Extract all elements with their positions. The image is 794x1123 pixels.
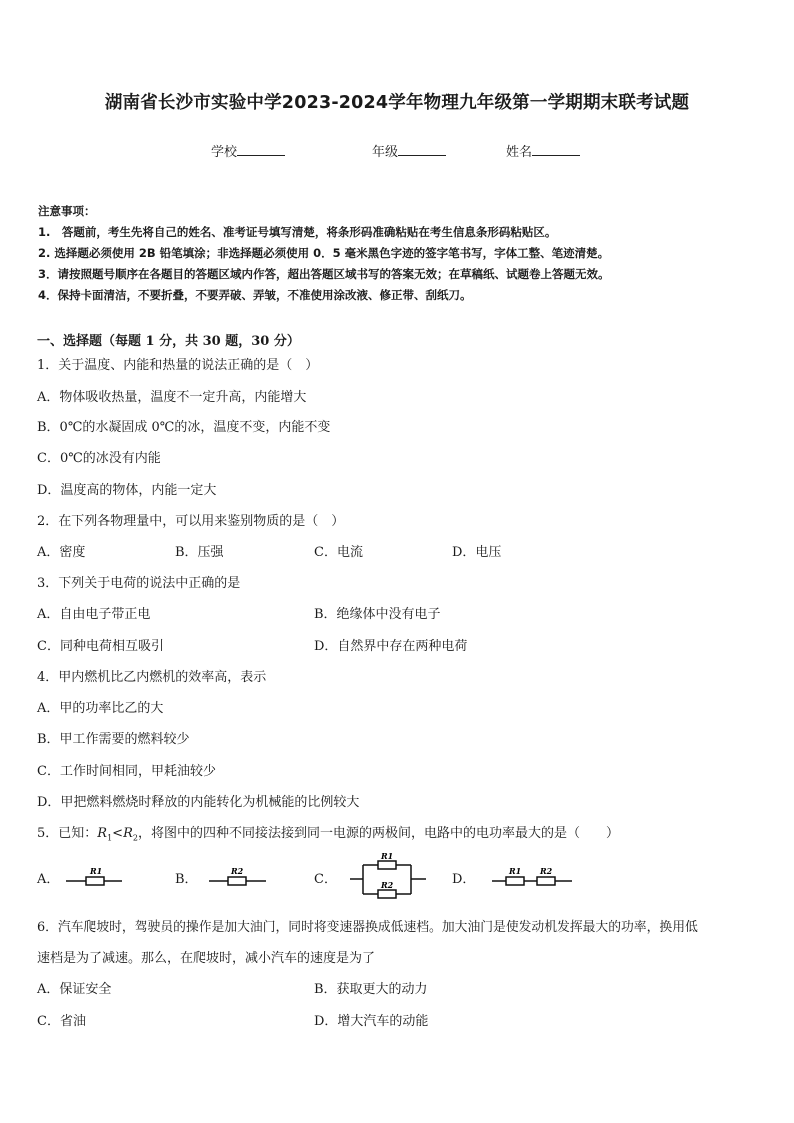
r2-symbol: R	[123, 826, 133, 841]
q3-option-b: B．绝缘体中没有电子	[314, 607, 441, 622]
q6-option-a: A．保证安全	[37, 982, 112, 997]
notice-heading: 注意事项：	[38, 204, 96, 218]
less-than-sign: <	[112, 826, 124, 841]
q1-option-b: B．0℃的水凝固成 0℃的冰，温度不变，内能不变	[37, 420, 331, 435]
q5-option-d: D．	[452, 872, 476, 887]
notice-item: 1. 答题前，考生先将自己的姓名、准考证号填写清楚，将条形码准确粘贴在考生信息条形码粘贴区。	[38, 225, 557, 239]
q1-option-c: C．0℃的冰没有内能	[37, 451, 161, 466]
question-3-stem: 3．下列关于电荷的说法中正确的是	[37, 576, 241, 591]
grade-label: 年级	[372, 145, 399, 160]
q4-option-d: D．甲把燃料燃烧时释放的内能转化为机械能的比例较大	[37, 795, 360, 810]
name-field	[506, 141, 580, 160]
question-2-stem: 2．在下列各物理量中，可以用来鉴别物质的是（ ）	[37, 514, 345, 529]
circuit-c-r1-label: R1	[381, 851, 394, 861]
circuit-d-r2-label: R2	[540, 866, 553, 876]
question-4-stem: 4．甲内燃机比乙内燃机的效率高，表示	[37, 670, 267, 685]
circuit-d-r1-label: R1	[509, 866, 522, 876]
school-blank	[237, 143, 285, 156]
q1-option-a: A．物体吸收热量，温度不一定升高，内能增大	[37, 390, 307, 405]
circuit-a-diagram	[64, 862, 126, 888]
q6-option-c: C．省油	[37, 1014, 86, 1029]
q6-option-b: B．获取更大的动力	[314, 982, 428, 997]
circuit-c-parallel-diagram	[348, 852, 430, 902]
school-field	[211, 141, 285, 160]
q2-option-c: C．电流	[314, 545, 363, 560]
name-label: 姓名	[506, 145, 533, 160]
circuit-b-r2-label: R2	[231, 866, 244, 876]
exam-title: 湖南省长沙市实验中学2023-2024学年物理九年级第一学期期末联考试题	[104, 93, 690, 113]
q5-stem-prefix: 5．已知：	[37, 826, 98, 841]
school-label: 学校	[211, 145, 238, 160]
notice-item: 4．保持卡面清洁，不要折叠，不要弄破、弄皱，不准使用涂改液、修正带、刮纸刀。	[38, 288, 472, 302]
q2-option-b: B．压强	[175, 545, 224, 560]
question-5-stem	[37, 822, 619, 843]
grade-blank	[398, 143, 446, 156]
q5-option-a: A．	[37, 872, 60, 887]
q2-option-d: D．电压	[452, 545, 502, 560]
q6-option-d: D．增大汽车的动能	[314, 1014, 429, 1029]
circuit-b-diagram	[207, 862, 269, 888]
q3-option-a: A．自由电子带正电	[37, 607, 151, 622]
q3-option-c: C．同种电荷相互吸引	[37, 639, 164, 654]
circuit-d-series-diagram	[490, 862, 576, 888]
grade-field	[372, 141, 446, 160]
q3-option-d: D．自然界中存在两种电荷	[314, 639, 468, 654]
question-6-stem-line1: 6．汽车爬坡时，驾驶员的操作是加大油门，同时将变速器换成低速档。加大油门是使发动机发挥最大的功率，换用低	[37, 920, 698, 935]
q4-option-a: A．甲的功率比乙的大	[37, 701, 164, 716]
circuit-a-r1-label: R1	[90, 866, 103, 876]
notice-item: 3．请按照题号顺序在各题目的答题区域内作答，超出答题区域书写的答案无效；在草稿纸、试题卷上答题无效。	[38, 267, 610, 281]
q1-option-d: D．温度高的物体，内能一定大	[37, 483, 217, 498]
q4-option-c: C．工作时间相同，甲耗油较少	[37, 764, 216, 779]
r2-subscript: 2	[132, 833, 138, 843]
circuit-c-r2-label: R2	[381, 880, 394, 890]
section-heading: 一、选择题（每题 1 分，共 30 题，30 分）	[37, 334, 300, 349]
r1-symbol: R	[97, 826, 108, 841]
r1-subscript: 1	[107, 833, 113, 843]
q5-option-c: C．	[314, 872, 337, 887]
q5-stem-suffix: ，将图中的四种不同接法接到同一电源的两极间，电路中的电功率最大的是（ ）	[137, 826, 619, 841]
question-1-stem: 1．关于温度、内能和热量的说法正确的是（ ）	[37, 358, 319, 373]
question-6-stem-line2: 速档是为了减速。那么，在爬坡时，减小汽车的速度是为了	[37, 951, 376, 966]
q2-option-a: A．密度	[37, 545, 86, 560]
q5-option-b: B．	[175, 872, 198, 887]
name-blank	[532, 143, 580, 156]
q4-option-b: B．甲工作需要的燃料较少	[37, 732, 190, 747]
notice-item: 2. 选择题必须使用 2B 铅笔填涂；非选择题必须使用 0．5 毫米黑色字迹的签字笔书写，字体工整、笔迹清楚。	[38, 246, 610, 260]
